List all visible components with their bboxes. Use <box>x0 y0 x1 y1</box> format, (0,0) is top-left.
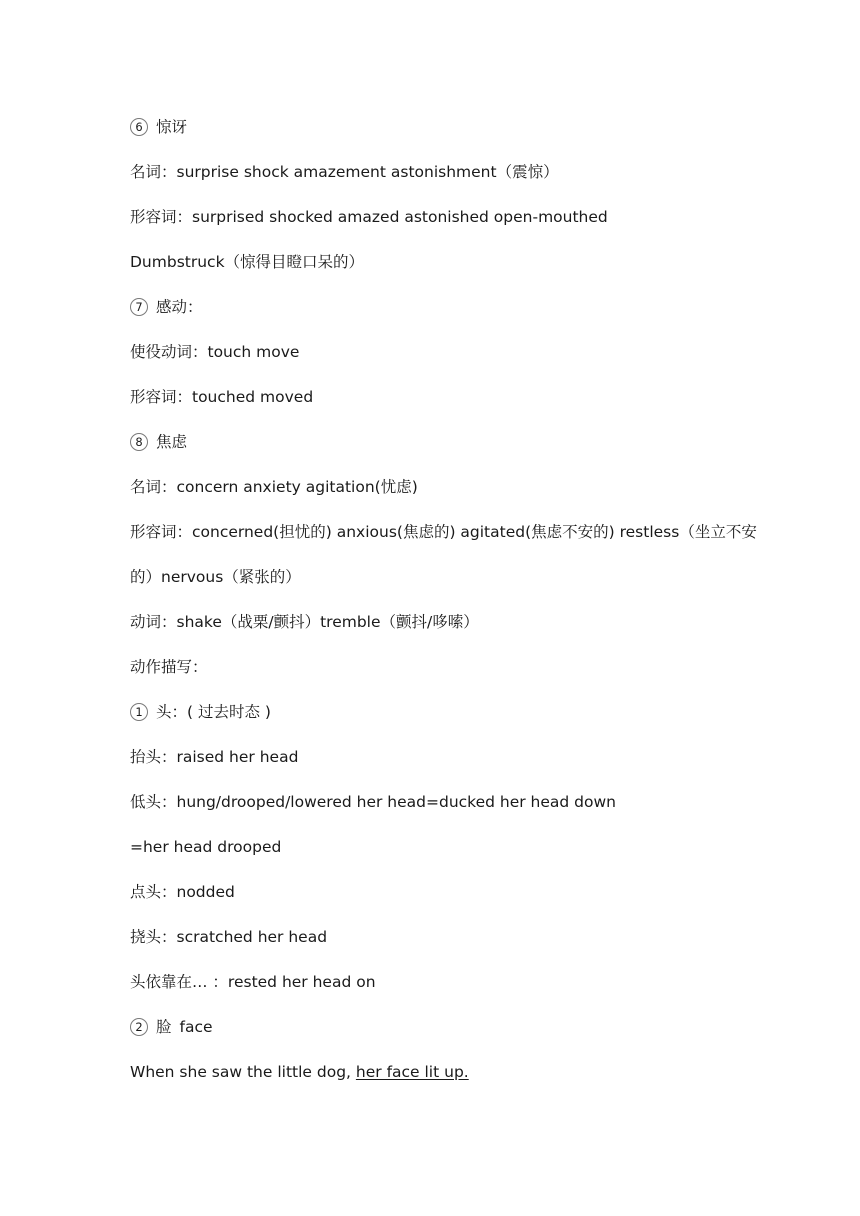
circled-number: 6 <box>130 118 148 136</box>
text-line: 名词：surprise shock amazement astonishment（震惊） <box>130 163 559 181</box>
section-heading-face <box>130 1012 213 1042</box>
text-line: 名词：concern anxiety agitation(忧虑) <box>130 478 418 496</box>
section-title: 焦虑 <box>156 433 188 451</box>
text-line: 形容词：touched moved <box>130 388 314 406</box>
text-line: 形容词：concerned(担忧的) anxious(焦虑的) agitated(焦虑不安的) restless（坐立不安 <box>130 523 757 541</box>
circled-number: 2 <box>130 1018 148 1036</box>
section-title: 头：( 过去时态 ) <box>156 703 271 721</box>
text-line: 的）nervous（紧张的） <box>130 568 301 586</box>
circled-number: 1 <box>130 703 148 721</box>
circled-number: 7 <box>130 298 148 316</box>
text-line: 使役动词：touch move <box>130 343 300 361</box>
section-heading-anxiety <box>130 427 187 457</box>
section-title: 感动： <box>156 298 203 316</box>
text-line: 点头：nodded <box>130 883 235 901</box>
text-line: 挠头：scratched her head <box>130 928 328 946</box>
text-line: Dumbstruck（惊得目瞪口呆的） <box>130 253 365 271</box>
underlined-phrase: her face lit up. <box>355 1063 469 1081</box>
section-heading-surprise <box>130 112 187 142</box>
section-heading-touched <box>130 292 203 322</box>
text-line: 动词：shake（战栗/颤抖）tremble（颤抖/哆嗦） <box>130 613 479 631</box>
text-line: 动作描写： <box>130 658 208 676</box>
circled-number: 8 <box>130 433 148 451</box>
text-line: 头依靠在… ：rested her head on <box>130 973 376 991</box>
section-title-en: face <box>179 1018 213 1036</box>
example-text: When she saw the little dog, <box>130 1063 356 1081</box>
text-line: 低头：hung/drooped/lowered her head=ducked her head down <box>130 793 617 811</box>
text-line: 抬头：raised her head <box>130 748 299 766</box>
example-sentence <box>130 1057 469 1087</box>
section-heading-head <box>130 697 271 727</box>
text-line: =her head drooped <box>130 838 282 856</box>
section-title: 脸 <box>156 1018 172 1036</box>
text-line: 形容词：surprised shocked amazed astonished open-mouthed <box>130 208 608 226</box>
section-title: 惊讶 <box>156 118 188 136</box>
